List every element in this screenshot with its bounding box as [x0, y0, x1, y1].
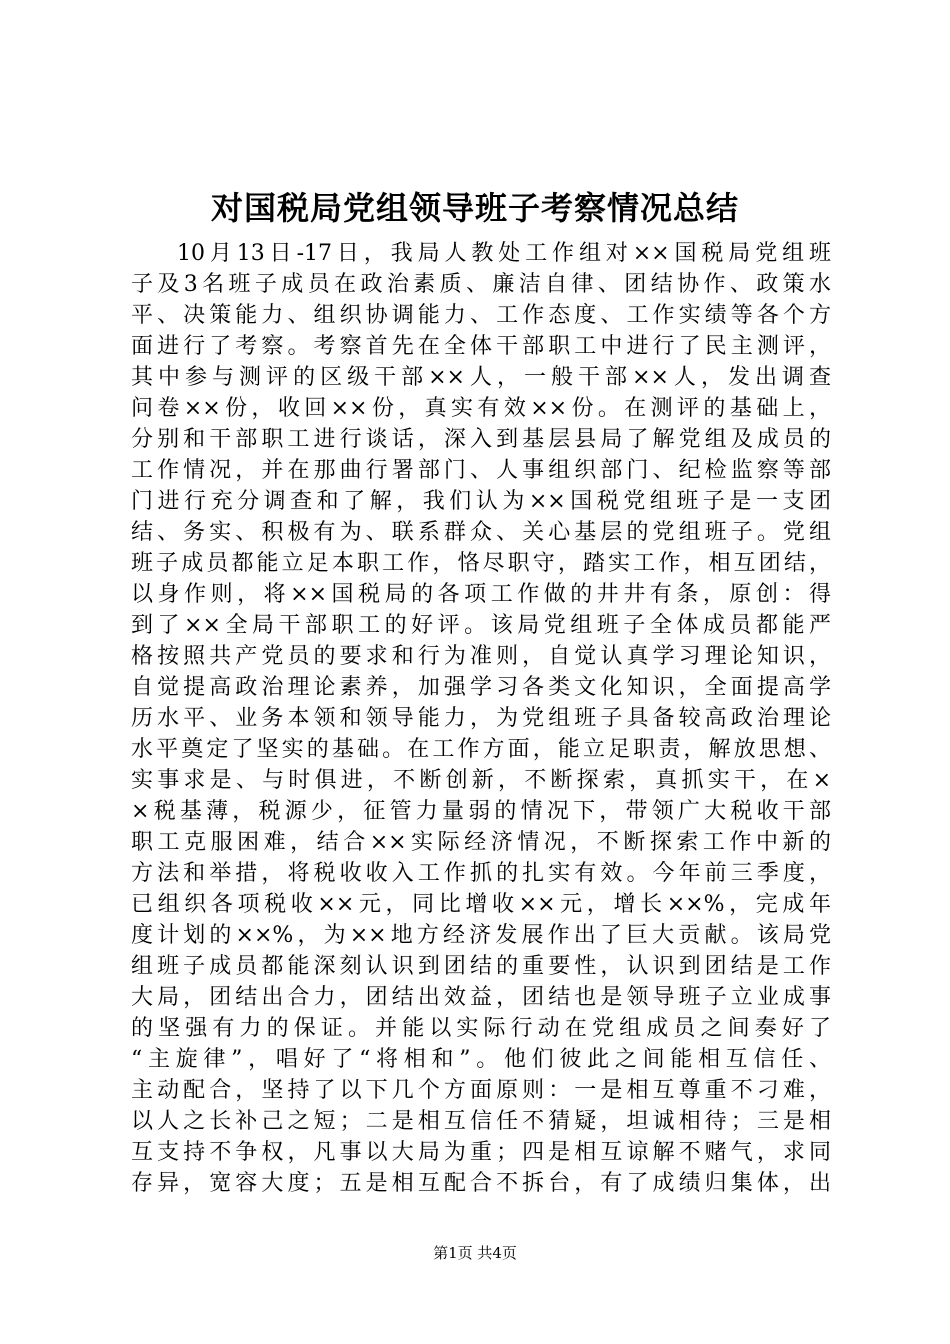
- paragraph-line: 职工克服困难，结合××实际经济情况，不断探索工作中新的: [131, 830, 831, 855]
- paragraph-line: ×税基薄，税源少，征管力量弱的情况下，带领广大税收干部: [131, 799, 831, 824]
- paragraph-line: 格按照共产党员的要求和行为准则，自觉认真学习理论知识，: [131, 644, 831, 669]
- paragraph-line: 工作情况，并在那曲行署部门、人事组织部门、纪检监察等部: [131, 458, 831, 483]
- paragraph-line: 已组织各项税收××元，同比增收××元，增长××%，完成年: [131, 892, 831, 917]
- paragraph-line: 大局，团结出合力，团结出效益，团结也是领导班子立业成事: [131, 985, 831, 1010]
- paragraph-line: 班子成员都能立足本职工作，恪尽职守，踏实工作，相互团结，: [131, 551, 831, 576]
- paragraph-line: 度计划的××%，为××地方经济发展作出了巨大贡献。该局党: [131, 923, 831, 948]
- paragraph-line: 到了××全局干部职工的好评。该局党组班子全体成员都能严: [131, 613, 831, 638]
- paragraph-line: 子及3名班子成员在政治素质、廉洁自律、团结协作、政策水: [131, 272, 831, 297]
- paragraph-line: 实事求是、与时俱进，不断创新，不断探索，真抓实干，在×: [131, 768, 831, 793]
- paragraph-line: 分别和干部职工进行谈话，深入到基层县局了解党组及成员的: [131, 427, 831, 452]
- paragraph-line: 自觉提高政治理论素养，加强学习各类文化知识，全面提高学: [131, 675, 831, 700]
- paragraph-line: 10月13日-17日，我局人教处工作组对××国税局党组班: [177, 241, 831, 266]
- paragraph-line: 方法和举措，将税收收入工作抓的扎实有效。今年前三季度，: [131, 861, 831, 886]
- paragraph-line: 门进行充分调查和了解，我们认为××国税党组班子是一支团: [131, 489, 831, 514]
- paragraph-line: 平、决策能力、组织协调能力、工作态度、工作实绩等各个方: [131, 303, 831, 328]
- paragraph-line: 结、务实、积极有为、联系群众、关心基层的党组班子。党组: [131, 520, 831, 545]
- paragraph-line: 面进行了考察。考察首先在全体干部职工中进行了民主测评，: [131, 334, 831, 359]
- paragraph-line: 历水平、业务本领和领导能力，为党组班子具备较高政治理论: [131, 706, 831, 731]
- paragraph-line: 问卷××份，收回××份，真实有效××份。在测评的基础上，: [131, 396, 831, 421]
- document-body: [131, 238, 831, 1199]
- paragraph-line: 组班子成员都能深刻认识到团结的重要性，认识到团结是工作: [131, 954, 831, 979]
- paragraph-line: 存异，宽容大度；五是相互配合不拆台，有了成绩归集体，出: [131, 1171, 831, 1196]
- paragraph-line: 的坚强有力的保证。并能以实际行动在党组成员之间奏好了: [131, 1016, 831, 1041]
- paragraph-line: 互支持不争权，凡事以大局为重；四是相互谅解不赌气，求同: [131, 1140, 831, 1165]
- paragraph-line: 其中参与测评的区级干部××人，一般干部××人，发出调查: [131, 365, 831, 390]
- paragraph-line: 主动配合，坚持了以下几个方面原则：一是相互尊重不刁难，: [131, 1078, 831, 1103]
- paragraph-line: 水平奠定了坚实的基础。在工作方面，能立足职责，解放思想、: [131, 737, 831, 762]
- paragraph-line: 以身作则，将××国税局的各项工作做的井井有条，原创：得: [131, 582, 831, 607]
- paragraph-line: 以人之长补己之短；二是相互信任不猜疑，坦诚相待；三是相: [131, 1109, 831, 1134]
- page-number-footer: 第1页 共4页: [433, 1244, 517, 1262]
- document-title: 对国税局党组领导班子考察情况总结: [210, 189, 739, 227]
- paragraph-line: “主旋律”，唱好了“将相和”。他们彼此之间能相互信任、: [131, 1047, 831, 1072]
